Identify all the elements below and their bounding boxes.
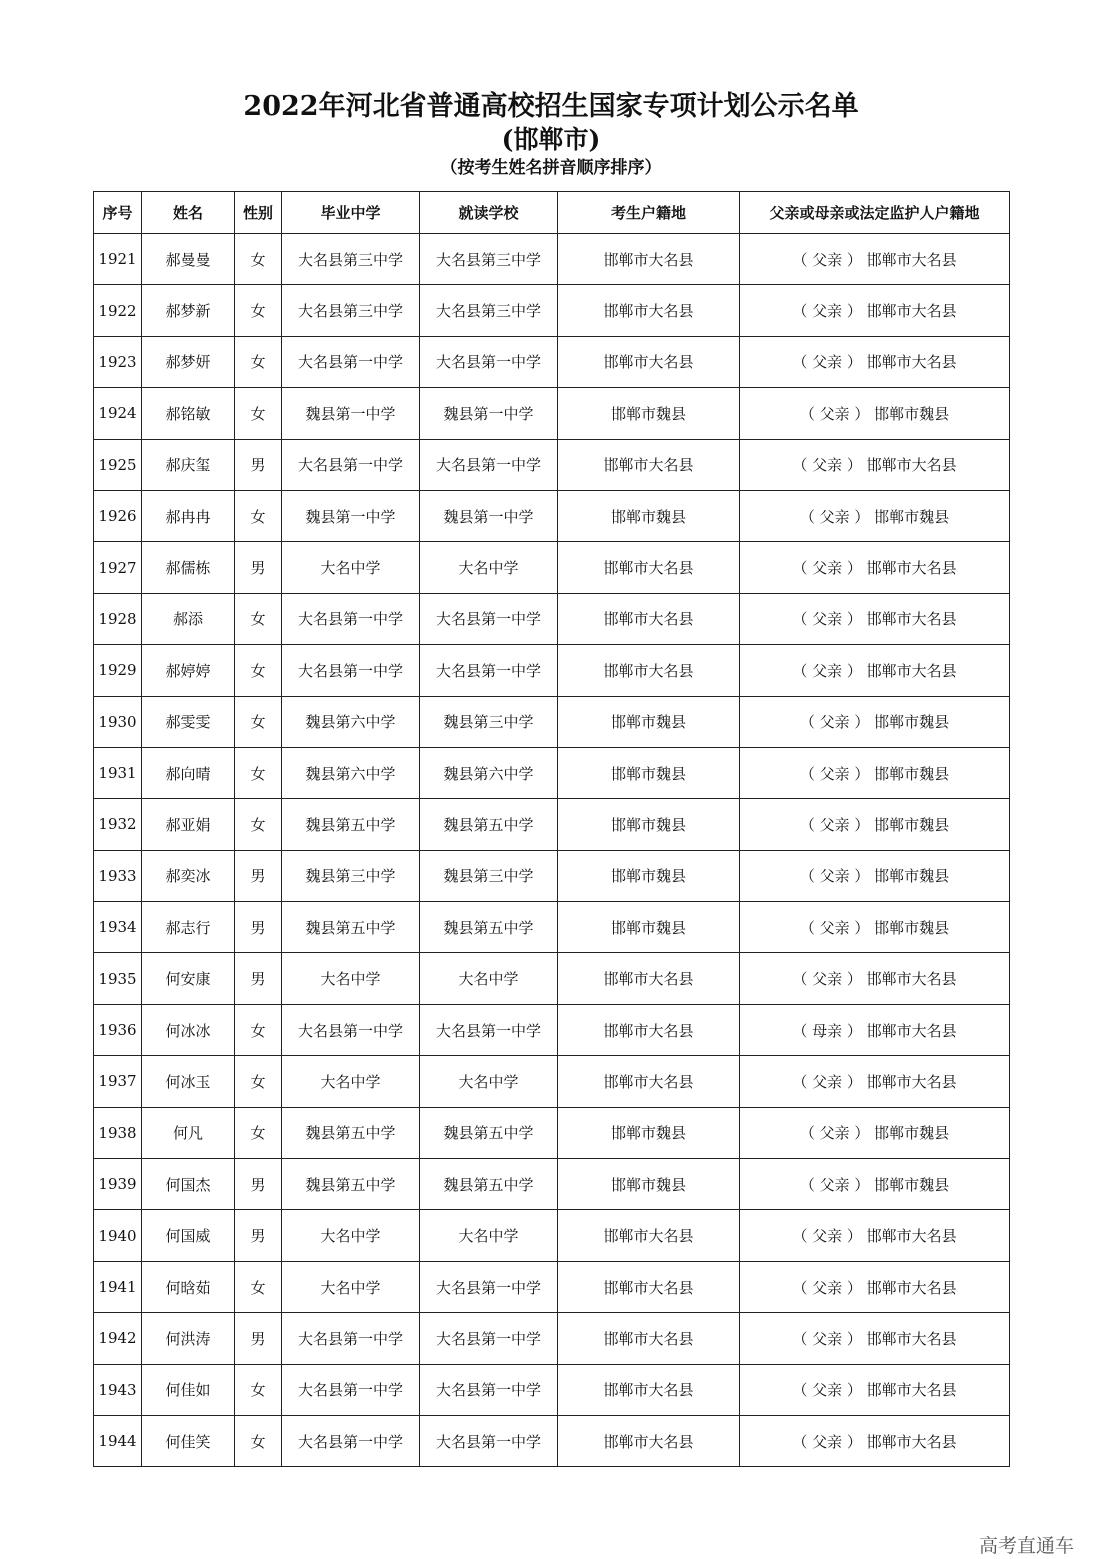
header-gender: 性别 bbox=[235, 192, 282, 234]
cell-guardian-domicile: （ 父亲 ） 邯郸市大名县 bbox=[740, 1210, 1010, 1261]
cell-graduated-school: 魏县第五中学 bbox=[282, 1107, 420, 1158]
cell-current-school: 魏县第六中学 bbox=[420, 747, 558, 798]
cell-current-school: 大名中学 bbox=[420, 542, 558, 593]
cell-current-school: 大名县第一中学 bbox=[420, 1004, 558, 1055]
cell-gender: 男 bbox=[235, 542, 282, 593]
cell-current-school: 魏县第一中学 bbox=[420, 490, 558, 541]
cell-gender: 女 bbox=[235, 799, 282, 850]
cell-gender: 女 bbox=[235, 234, 282, 285]
cell-student-domicile: 邯郸市魏县 bbox=[558, 902, 740, 953]
cell-student-domicile: 邯郸市大名县 bbox=[558, 1056, 740, 1107]
cell-gender: 男 bbox=[235, 902, 282, 953]
table-row bbox=[94, 953, 1010, 1004]
cell-graduated-school: 大名县第一中学 bbox=[282, 1364, 420, 1415]
table-row bbox=[94, 696, 1010, 747]
cell-student-domicile: 邯郸市魏县 bbox=[558, 1107, 740, 1158]
cell-current-school: 大名县第一中学 bbox=[420, 336, 558, 387]
cell-name: 何安康 bbox=[142, 953, 235, 1004]
cell-graduated-school: 大名县第一中学 bbox=[282, 645, 420, 696]
table-row bbox=[94, 1107, 1010, 1158]
cell-graduated-school: 大名中学 bbox=[282, 953, 420, 1004]
cell-graduated-school: 大名县第一中学 bbox=[282, 1415, 420, 1466]
cell-seq: 1937 bbox=[94, 1056, 142, 1107]
cell-guardian-domicile: （ 父亲 ） 邯郸市大名县 bbox=[740, 645, 1010, 696]
cell-seq: 1923 bbox=[94, 336, 142, 387]
cell-seq: 1934 bbox=[94, 902, 142, 953]
header-name: 姓名 bbox=[142, 192, 235, 234]
cell-guardian-domicile: （ 父亲 ） 邯郸市大名县 bbox=[740, 1313, 1010, 1364]
cell-gender: 男 bbox=[235, 850, 282, 901]
cell-student-domicile: 邯郸市魏县 bbox=[558, 696, 740, 747]
cell-gender: 女 bbox=[235, 696, 282, 747]
table-row bbox=[94, 1004, 1010, 1055]
cell-seq: 1929 bbox=[94, 645, 142, 696]
table-row bbox=[94, 336, 1010, 387]
roster-table bbox=[93, 191, 1010, 1467]
cell-gender: 女 bbox=[235, 490, 282, 541]
cell-gender: 男 bbox=[235, 1210, 282, 1261]
cell-current-school: 大名县第三中学 bbox=[420, 285, 558, 336]
cell-seq: 1941 bbox=[94, 1261, 142, 1312]
cell-name: 郝奕冰 bbox=[142, 850, 235, 901]
table-row bbox=[94, 1415, 1010, 1466]
cell-guardian-domicile: （ 父亲 ） 邯郸市大名县 bbox=[740, 234, 1010, 285]
cell-guardian-domicile: （ 父亲 ） 邯郸市大名县 bbox=[740, 1261, 1010, 1312]
table-row bbox=[94, 1364, 1010, 1415]
cell-guardian-domicile: （ 父亲 ） 邯郸市魏县 bbox=[740, 799, 1010, 850]
header-graduated-school: 毕业中学 bbox=[282, 192, 420, 234]
cell-guardian-domicile: （ 父亲 ） 邯郸市大名县 bbox=[740, 953, 1010, 1004]
table-row bbox=[94, 850, 1010, 901]
cell-student-domicile: 邯郸市大名县 bbox=[558, 1210, 740, 1261]
table-row bbox=[94, 593, 1010, 644]
cell-name: 何凡 bbox=[142, 1107, 235, 1158]
cell-graduated-school: 魏县第六中学 bbox=[282, 696, 420, 747]
table-row bbox=[94, 1313, 1010, 1364]
cell-current-school: 大名县第一中学 bbox=[420, 1313, 558, 1364]
cell-student-domicile: 邯郸市大名县 bbox=[558, 1415, 740, 1466]
table-row bbox=[94, 542, 1010, 593]
cell-graduated-school: 大名中学 bbox=[282, 1210, 420, 1261]
cell-student-domicile: 邯郸市魏县 bbox=[558, 490, 740, 541]
cell-student-domicile: 邯郸市魏县 bbox=[558, 388, 740, 439]
cell-gender: 女 bbox=[235, 1415, 282, 1466]
sort-note: （按考生姓名拼音顺序排序） bbox=[440, 158, 662, 178]
cell-seq: 1924 bbox=[94, 388, 142, 439]
cell-graduated-school: 大名县第三中学 bbox=[282, 234, 420, 285]
cell-gender: 女 bbox=[235, 1004, 282, 1055]
cell-student-domicile: 邯郸市大名县 bbox=[558, 1004, 740, 1055]
table-row bbox=[94, 490, 1010, 541]
cell-guardian-domicile: （ 父亲 ） 邯郸市魏县 bbox=[740, 490, 1010, 541]
cell-current-school: 大名县第一中学 bbox=[420, 1415, 558, 1466]
cell-gender: 女 bbox=[235, 1261, 282, 1312]
table-row bbox=[94, 1056, 1010, 1107]
cell-current-school: 魏县第三中学 bbox=[420, 850, 558, 901]
cell-guardian-domicile: （ 父亲 ） 邯郸市大名县 bbox=[740, 1364, 1010, 1415]
cell-name: 何冰冰 bbox=[142, 1004, 235, 1055]
cell-seq: 1926 bbox=[94, 490, 142, 541]
cell-seq: 1925 bbox=[94, 439, 142, 490]
cell-name: 郝铭敏 bbox=[142, 388, 235, 439]
cell-gender: 男 bbox=[235, 953, 282, 1004]
cell-current-school: 魏县第五中学 bbox=[420, 1107, 558, 1158]
cell-name: 郝庆玺 bbox=[142, 439, 235, 490]
cell-seq: 1944 bbox=[94, 1415, 142, 1466]
table-row bbox=[94, 439, 1010, 490]
cell-current-school: 魏县第五中学 bbox=[420, 1159, 558, 1210]
cell-guardian-domicile: （ 父亲 ） 邯郸市大名县 bbox=[740, 1415, 1010, 1466]
cell-student-domicile: 邯郸市大名县 bbox=[558, 645, 740, 696]
table-row bbox=[94, 799, 1010, 850]
cell-current-school: 大名县第一中学 bbox=[420, 439, 558, 490]
cell-current-school: 大名县第一中学 bbox=[420, 593, 558, 644]
cell-current-school: 大名县第三中学 bbox=[420, 234, 558, 285]
cell-guardian-domicile: （ 父亲 ） 邯郸市大名县 bbox=[740, 542, 1010, 593]
cell-gender: 女 bbox=[235, 285, 282, 336]
cell-name: 何佳笑 bbox=[142, 1415, 235, 1466]
cell-name: 何国杰 bbox=[142, 1159, 235, 1210]
cell-current-school: 大名县第一中学 bbox=[420, 645, 558, 696]
cell-student-domicile: 邯郸市魏县 bbox=[558, 747, 740, 798]
cell-name: 郝冉冉 bbox=[142, 490, 235, 541]
header-guardian-domicile: 父亲或母亲或法定监护人户籍地 bbox=[740, 192, 1010, 234]
cell-current-school: 魏县第五中学 bbox=[420, 902, 558, 953]
cell-gender: 女 bbox=[235, 1056, 282, 1107]
cell-name: 郝雯雯 bbox=[142, 696, 235, 747]
cell-seq: 1921 bbox=[94, 234, 142, 285]
cell-graduated-school: 大名中学 bbox=[282, 1261, 420, 1312]
document-title: 2022年河北省普通高校招生国家专项计划公示名单 bbox=[243, 91, 859, 122]
cell-graduated-school: 大名县第一中学 bbox=[282, 593, 420, 644]
cell-name: 郝儒栋 bbox=[142, 542, 235, 593]
cell-seq: 1940 bbox=[94, 1210, 142, 1261]
cell-gender: 女 bbox=[235, 388, 282, 439]
cell-current-school: 大名中学 bbox=[420, 1056, 558, 1107]
cell-graduated-school: 大名县第一中学 bbox=[282, 336, 420, 387]
table-row bbox=[94, 747, 1010, 798]
cell-seq: 1927 bbox=[94, 542, 142, 593]
cell-name: 郝梦妍 bbox=[142, 336, 235, 387]
cell-student-domicile: 邯郸市大名县 bbox=[558, 1364, 740, 1415]
cell-graduated-school: 魏县第一中学 bbox=[282, 490, 420, 541]
cell-current-school: 大名县第一中学 bbox=[420, 1261, 558, 1312]
cell-graduated-school: 魏县第一中学 bbox=[282, 388, 420, 439]
table-row bbox=[94, 1261, 1010, 1312]
cell-graduated-school: 魏县第三中学 bbox=[282, 850, 420, 901]
cell-name: 郝梦新 bbox=[142, 285, 235, 336]
cell-gender: 女 bbox=[235, 645, 282, 696]
cell-guardian-domicile: （ 母亲 ） 邯郸市大名县 bbox=[740, 1004, 1010, 1055]
cell-graduated-school: 大名中学 bbox=[282, 542, 420, 593]
cell-name: 何冰玉 bbox=[142, 1056, 235, 1107]
table-row bbox=[94, 234, 1010, 285]
header-seq: 序号 bbox=[94, 192, 142, 234]
cell-seq: 1935 bbox=[94, 953, 142, 1004]
cell-graduated-school: 魏县第五中学 bbox=[282, 902, 420, 953]
cell-name: 何洪涛 bbox=[142, 1313, 235, 1364]
cell-student-domicile: 邯郸市大名县 bbox=[558, 1261, 740, 1312]
cell-student-domicile: 邯郸市大名县 bbox=[558, 439, 740, 490]
cell-graduated-school: 大名县第一中学 bbox=[282, 439, 420, 490]
cell-graduated-school: 魏县第五中学 bbox=[282, 1159, 420, 1210]
cell-student-domicile: 邯郸市魏县 bbox=[558, 850, 740, 901]
cell-graduated-school: 大名中学 bbox=[282, 1056, 420, 1107]
cell-seq: 1939 bbox=[94, 1159, 142, 1210]
cell-gender: 男 bbox=[235, 439, 282, 490]
cell-student-domicile: 邯郸市大名县 bbox=[558, 542, 740, 593]
header-student-domicile: 考生户籍地 bbox=[558, 192, 740, 234]
table-row bbox=[94, 645, 1010, 696]
cell-gender: 男 bbox=[235, 1313, 282, 1364]
cell-gender: 女 bbox=[235, 1107, 282, 1158]
cell-current-school: 魏县第一中学 bbox=[420, 388, 558, 439]
cell-guardian-domicile: （ 父亲 ） 邯郸市大名县 bbox=[740, 285, 1010, 336]
cell-name: 郝婷婷 bbox=[142, 645, 235, 696]
cell-graduated-school: 大名县第一中学 bbox=[282, 1004, 420, 1055]
document-subtitle: (邯郸市) bbox=[501, 125, 601, 154]
table-body bbox=[94, 234, 1010, 1467]
cell-current-school: 大名中学 bbox=[420, 1210, 558, 1261]
cell-name: 何佳如 bbox=[142, 1364, 235, 1415]
cell-guardian-domicile: （ 父亲 ） 邯郸市大名县 bbox=[740, 1056, 1010, 1107]
table-row bbox=[94, 285, 1010, 336]
table-row bbox=[94, 902, 1010, 953]
header-current-school: 就读学校 bbox=[420, 192, 558, 234]
cell-current-school: 魏县第三中学 bbox=[420, 696, 558, 747]
cell-current-school: 魏县第五中学 bbox=[420, 799, 558, 850]
cell-student-domicile: 邯郸市大名县 bbox=[558, 234, 740, 285]
cell-name: 郝向晴 bbox=[142, 747, 235, 798]
cell-guardian-domicile: （ 父亲 ） 邯郸市魏县 bbox=[740, 696, 1010, 747]
cell-seq: 1930 bbox=[94, 696, 142, 747]
cell-name: 郝曼曼 bbox=[142, 234, 235, 285]
cell-gender: 女 bbox=[235, 1364, 282, 1415]
cell-guardian-domicile: （ 父亲 ） 邯郸市魏县 bbox=[740, 902, 1010, 953]
cell-name: 郝亚娟 bbox=[142, 799, 235, 850]
cell-student-domicile: 邯郸市大名县 bbox=[558, 336, 740, 387]
cell-guardian-domicile: （ 父亲 ） 邯郸市魏县 bbox=[740, 388, 1010, 439]
cell-student-domicile: 邯郸市大名县 bbox=[558, 1313, 740, 1364]
table-header-row bbox=[94, 192, 1010, 234]
cell-current-school: 大名中学 bbox=[420, 953, 558, 1004]
cell-seq: 1928 bbox=[94, 593, 142, 644]
cell-name: 何晗茹 bbox=[142, 1261, 235, 1312]
cell-name: 何国威 bbox=[142, 1210, 235, 1261]
cell-student-domicile: 邯郸市魏县 bbox=[558, 799, 740, 850]
cell-guardian-domicile: （ 父亲 ） 邯郸市魏县 bbox=[740, 1107, 1010, 1158]
table-row bbox=[94, 1210, 1010, 1261]
cell-graduated-school: 大名县第三中学 bbox=[282, 285, 420, 336]
cell-seq: 1936 bbox=[94, 1004, 142, 1055]
cell-graduated-school: 魏县第五中学 bbox=[282, 799, 420, 850]
cell-seq: 1943 bbox=[94, 1364, 142, 1415]
cell-student-domicile: 邯郸市魏县 bbox=[558, 1159, 740, 1210]
cell-graduated-school: 魏县第六中学 bbox=[282, 747, 420, 798]
table-row bbox=[94, 388, 1010, 439]
cell-guardian-domicile: （ 父亲 ） 邯郸市魏县 bbox=[740, 747, 1010, 798]
cell-seq: 1922 bbox=[94, 285, 142, 336]
cell-gender: 女 bbox=[235, 336, 282, 387]
cell-name: 郝志行 bbox=[142, 902, 235, 953]
cell-current-school: 大名县第一中学 bbox=[420, 1364, 558, 1415]
cell-seq: 1938 bbox=[94, 1107, 142, 1158]
watermark: 高考直通车 bbox=[978, 1535, 1074, 1557]
cell-seq: 1932 bbox=[94, 799, 142, 850]
cell-gender: 女 bbox=[235, 593, 282, 644]
cell-student-domicile: 邯郸市大名县 bbox=[558, 593, 740, 644]
cell-guardian-domicile: （ 父亲 ） 邯郸市魏县 bbox=[740, 850, 1010, 901]
cell-gender: 女 bbox=[235, 747, 282, 798]
table-row bbox=[94, 1159, 1010, 1210]
cell-seq: 1933 bbox=[94, 850, 142, 901]
cell-guardian-domicile: （ 父亲 ） 邯郸市大名县 bbox=[740, 593, 1010, 644]
cell-student-domicile: 邯郸市大名县 bbox=[558, 285, 740, 336]
cell-student-domicile: 邯郸市大名县 bbox=[558, 953, 740, 1004]
cell-seq: 1942 bbox=[94, 1313, 142, 1364]
cell-guardian-domicile: （ 父亲 ） 邯郸市大名县 bbox=[740, 336, 1010, 387]
cell-guardian-domicile: （ 父亲 ） 邯郸市大名县 bbox=[740, 439, 1010, 490]
cell-seq: 1931 bbox=[94, 747, 142, 798]
cell-graduated-school: 大名县第一中学 bbox=[282, 1313, 420, 1364]
cell-gender: 男 bbox=[235, 1159, 282, 1210]
cell-guardian-domicile: （ 父亲 ） 邯郸市魏县 bbox=[740, 1159, 1010, 1210]
cell-name: 郝添 bbox=[142, 593, 235, 644]
